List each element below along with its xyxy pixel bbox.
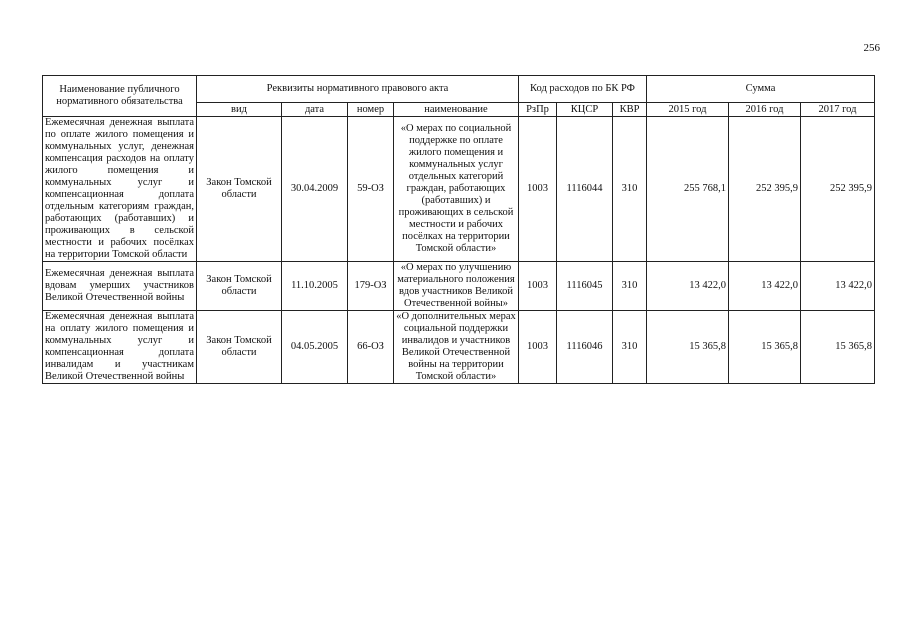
header-row [43,76,875,103]
kvr-cell: 310 [613,117,647,262]
header-year-2017: 2017 год [801,103,875,117]
act-date-cell: 04.05.2005 [282,311,348,384]
act-date-cell: 30.04.2009 [282,117,348,262]
sum-2015-cell: 255 768,1 [647,117,729,262]
obligations-table [42,75,875,384]
header-kvr: КВР [613,103,647,117]
header-year-2016: 2016 год [729,103,801,117]
sum-2017-cell: 15 365,8 [801,311,875,384]
header-expense-code: Код расходов по БК РФ [519,76,647,103]
table-row [43,117,875,262]
act-number-cell: 66-ОЗ [348,311,394,384]
kcsr-cell: 1116046 [557,311,613,384]
kcsr-cell: 1116045 [557,262,613,311]
act-type-cell: Закон Томской области [197,262,282,311]
header-type: вид [197,103,282,117]
act-type-cell: Закон Томской области [197,311,282,384]
sum-2017-cell: 252 395,9 [801,117,875,262]
kcsr-cell: 1116044 [557,117,613,262]
act-number-cell: 179-ОЗ [348,262,394,311]
header-number: номер [348,103,394,117]
page-number: 256 [863,42,880,54]
act-date-cell: 11.10.2005 [282,262,348,311]
header-act-requisites: Реквизиты нормативного правового акта [197,76,519,103]
obligation-cell: Ежемесячная денежная выплата по оплате жилого помещения и коммунальных услуг, денежная компенсация расходов на оплату жилого помещения и коммунальных услуг и компенсационная доплата отдельным категориям граждан, работающих (работавших) и проживающих в сельской местности и рабочих посёлках на территории Томской области [43,117,197,262]
kvr-cell: 310 [613,311,647,384]
obligation-cell: Ежемесячная денежная выплата вдовам умерших участников Великой Отечественной войны [43,262,197,311]
sum-2015-cell: 13 422,0 [647,262,729,311]
header-sum: Сумма [647,76,875,103]
obligation-cell: Ежемесячная денежная выплата на оплату жилого помещения и коммунальных услуг и компенсационная доплата инвалидам и участникам Великой Отечественной войны [43,311,197,384]
act-number-cell: 59-ОЗ [348,117,394,262]
header-name: наименование [394,103,519,117]
act-name-cell: «О мерах по улучшению материального положения вдов участников Великой Отечественной войны» [394,262,519,311]
act-name-cell: «О мерах по социальной поддержке по оплате жилого помещения и коммунальных услуг отдельных категорий граждан, работающих (работавших) и проживающих в сельской местности и рабочих посёлках на территории Томской области» [394,117,519,262]
rzpr-cell: 1003 [519,262,557,311]
sum-2015-cell: 15 365,8 [647,311,729,384]
kvr-cell: 310 [613,262,647,311]
header-obligation: Наименование публичного нормативного обязательства [43,76,197,117]
header-rzpr: РзПр [519,103,557,117]
sum-2016-cell: 252 395,9 [729,117,801,262]
sum-2017-cell: 13 422,0 [801,262,875,311]
act-type-cell: Закон Томской области [197,117,282,262]
header-date: дата [282,103,348,117]
header-year-2015: 2015 год [647,103,729,117]
sum-2016-cell: 15 365,8 [729,311,801,384]
table-row [43,311,875,384]
rzpr-cell: 1003 [519,311,557,384]
header-kcsr: КЦСР [557,103,613,117]
act-name-cell: «О дополнительных мерах социальной поддержки инвалидов и участников Великой Отечественной войны на территории Томской области» [394,311,519,384]
table-row [43,262,875,311]
sum-2016-cell: 13 422,0 [729,262,801,311]
rzpr-cell: 1003 [519,117,557,262]
